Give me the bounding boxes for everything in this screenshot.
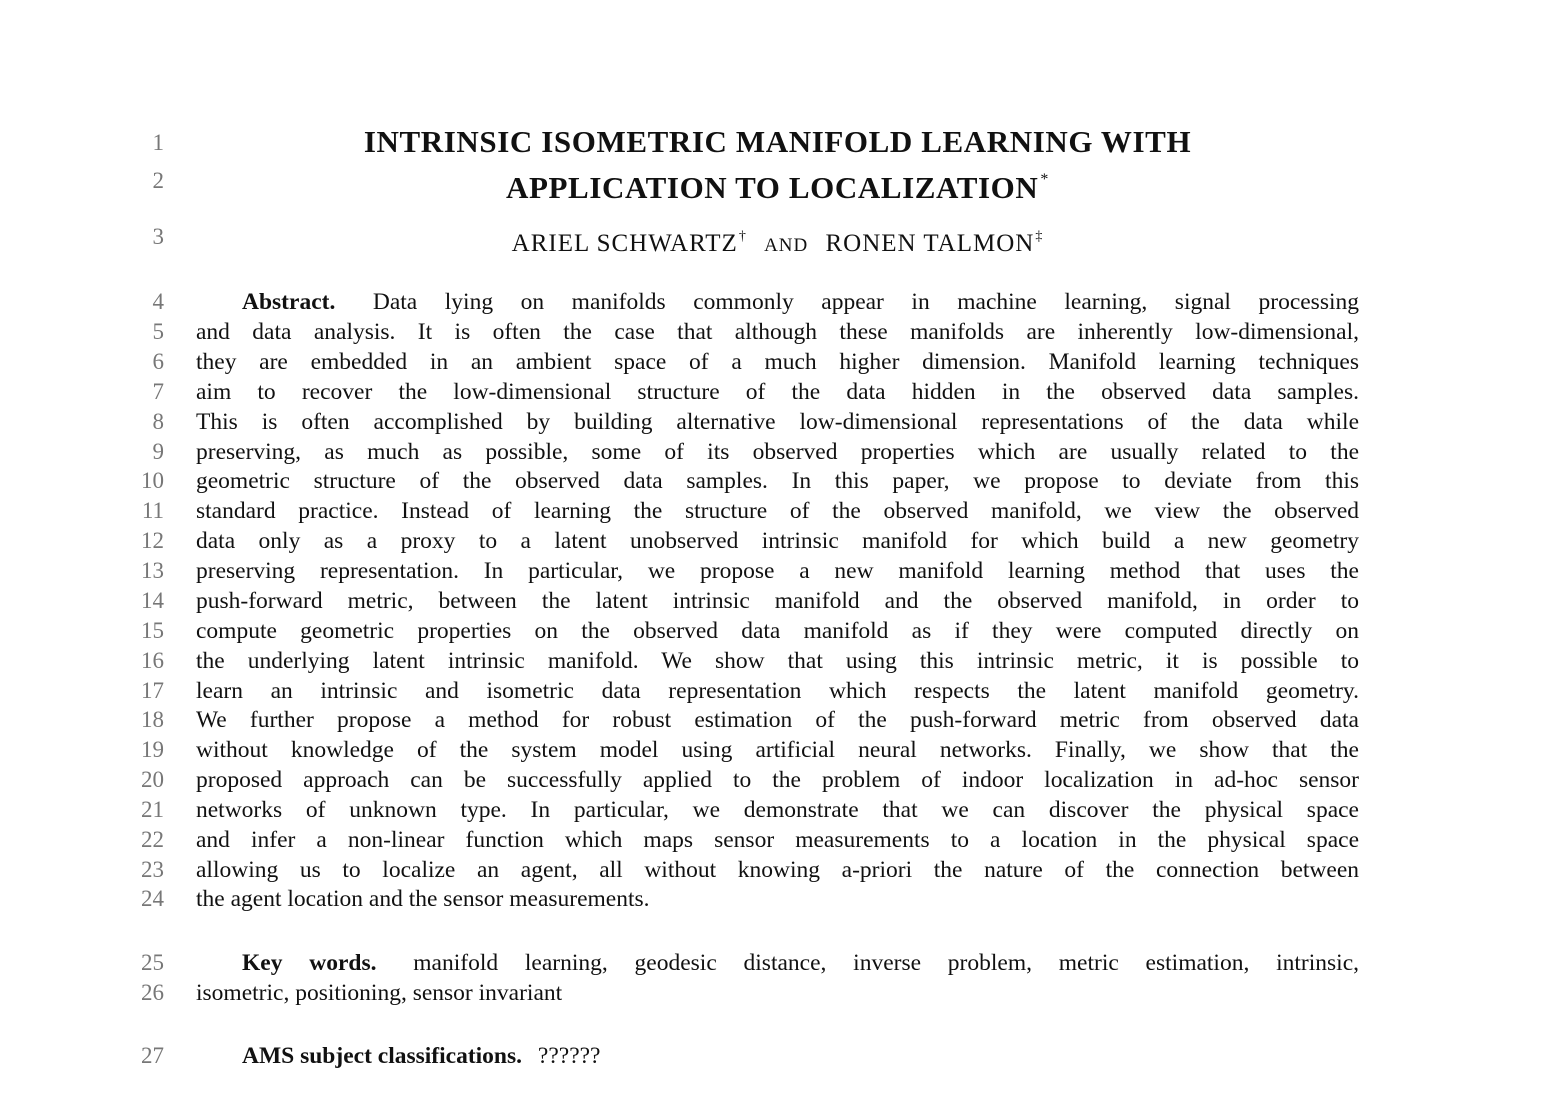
abstract-heading: Abstract. xyxy=(242,289,336,315)
keywords-heading: Key words. xyxy=(242,950,377,976)
abstract-line: the underlying latent intrinsic manifold. We show that using this intrinsic metric, it is possible to xyxy=(196,648,1359,674)
line-number: 19 xyxy=(141,737,164,762)
line-number: 13 xyxy=(141,558,164,583)
abstract-line xyxy=(196,287,1359,317)
abstract-line: preserving representation. In particular, we propose a new manifold learning method that uses the xyxy=(196,558,1359,584)
abstract-line: geometric structure of the observed data samples. In this paper, we propose to deviate from this xyxy=(196,468,1359,494)
abstract-line: data only as a proxy to a latent unobserved intrinsic manifold for which build a new geometry xyxy=(196,528,1359,554)
abstract-line: standard practice. Instead of learning the structure of the observed manifold, we view the observed xyxy=(196,498,1359,524)
abstract-line: proposed approach can be successfully applied to the problem of indoor localization in ad-hoc sensor xyxy=(196,767,1359,793)
line-number: 23 xyxy=(141,857,164,882)
authors xyxy=(196,222,1359,261)
title-line-2 xyxy=(196,160,1359,208)
line-number: 8 xyxy=(152,409,164,434)
abstract-line: they are embedded in an ambient space of a much higher dimension. Manifold learning techniques xyxy=(196,349,1359,375)
line-number: 20 xyxy=(141,767,164,792)
abstract-line: without knowledge of the system model using artificial neural networks. Finally, we show that the xyxy=(196,737,1359,763)
abstract-line: preserving, as much as possible, some of its observed properties which are usually related to the xyxy=(196,439,1359,465)
line-number: 1 xyxy=(152,130,164,155)
abstract-line-text: Data lying on manifolds commonly appear in machine learning, signal processing xyxy=(372,289,1359,315)
title-line-1: INTRINSIC ISOMETRIC MANIFOLD LEARNING WITH xyxy=(363,124,1192,159)
line-number: 17 xyxy=(141,678,164,703)
line-number: 7 xyxy=(152,379,164,404)
abstract-line: push-forward metric, between the latent intrinsic manifold and the observed manifold, in order to xyxy=(196,588,1359,614)
line-number: 22 xyxy=(141,827,164,852)
line-number: 26 xyxy=(141,980,164,1005)
keywords-line xyxy=(196,948,1359,978)
keywords-line: isometric, positioning, sensor invariant xyxy=(196,980,563,1006)
abstract-line: compute geometric properties on the observed data manifold as if they were computed directly on xyxy=(196,618,1359,644)
abstract-line: allowing us to localize an agent, all without knowing a-priori the nature of the connection between xyxy=(196,857,1359,883)
line-number: 6 xyxy=(152,349,164,374)
ams-heading: AMS subject classifications. xyxy=(242,1043,523,1069)
line-number: 12 xyxy=(141,528,164,553)
author-1-mark: † xyxy=(738,229,747,244)
line-number: 16 xyxy=(141,648,164,673)
line-number: 18 xyxy=(141,707,164,732)
abstract-line: We further propose a method for robust estimation of the push-forward metric from observed data xyxy=(196,707,1359,733)
line-number: 10 xyxy=(141,468,164,493)
author-2: RONEN TALMON xyxy=(825,230,1035,257)
author-conjunction: AND xyxy=(764,235,809,256)
keywords-line-text: manifold learning, geodesic distance, inverse problem, metric estimation, intrinsic, xyxy=(413,950,1360,976)
ams-value: ?????? xyxy=(537,1043,601,1069)
line-number: 14 xyxy=(141,588,164,613)
abstract-line: networks of unknown type. In particular, we demonstrate that we can discover the physical space xyxy=(196,797,1359,823)
line-number: 4 xyxy=(152,289,164,314)
author-2-mark: ‡ xyxy=(1035,229,1044,244)
abstract-line: and data analysis. It is often the case that although these manifolds are inherently low-dimensional, xyxy=(196,319,1359,345)
line-number: 5 xyxy=(152,319,164,344)
ams-classifications xyxy=(196,1041,1359,1071)
abstract-line: aim to recover the low-dimensional structure of the data hidden in the observed data samples. xyxy=(196,379,1359,405)
abstract-line: learn an intrinsic and isometric data representation which respects the latent manifold geometry. xyxy=(196,678,1359,704)
line-number: 2 xyxy=(152,168,164,193)
line-number: 24 xyxy=(141,886,164,911)
abstract-line: and infer a non-linear function which maps sensor measurements to a location in the physical space xyxy=(196,827,1359,853)
line-number: 21 xyxy=(141,797,164,822)
line-number: 9 xyxy=(152,439,164,464)
abstract-line: the agent location and the sensor measurements. xyxy=(196,886,650,912)
title-line-2-text: APPLICATION TO LOCALIZATION xyxy=(505,170,1039,205)
line-number: 15 xyxy=(141,618,164,643)
line-number: 25 xyxy=(141,950,164,975)
line-number: 3 xyxy=(152,224,164,249)
title-footnote-mark: * xyxy=(1040,171,1049,188)
author-1: ARIEL SCHWARTZ xyxy=(511,230,738,257)
line-number: 27 xyxy=(141,1043,164,1068)
line-number: 11 xyxy=(141,498,164,523)
abstract-line: This is often accomplished by building alternative low-dimensional representations of the data while xyxy=(196,409,1359,435)
